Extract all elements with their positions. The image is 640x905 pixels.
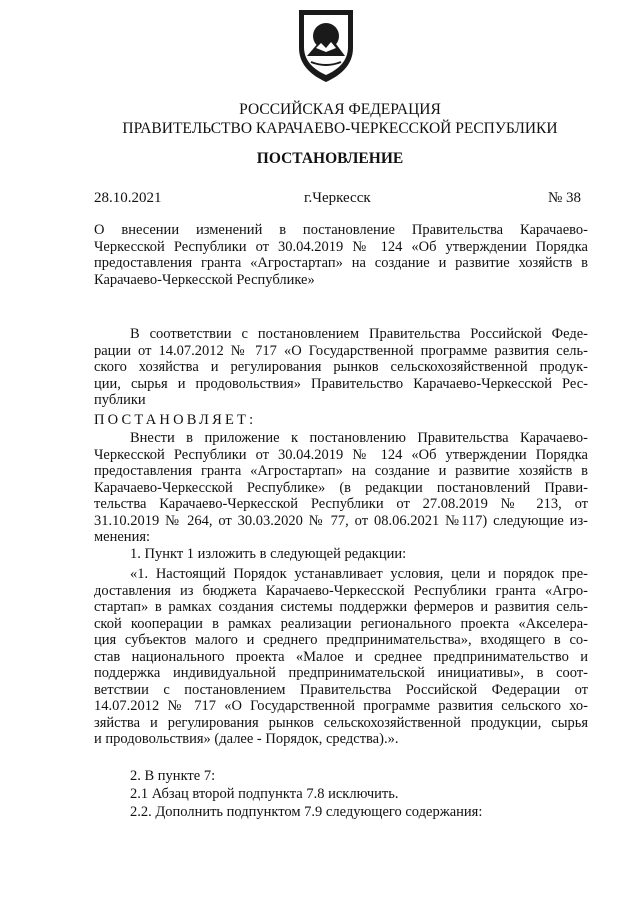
subject-line: Черкесской Республики от 30.04.2019 № 124 «Об утверждении Порядка <box>94 238 588 255</box>
clause-line: 31.10.2019 № 264, от 30.03.2020 № 77, от 08.06.2021 №117) следующие из- <box>94 512 588 529</box>
quote-block <box>94 566 588 748</box>
item-2: 2. В пункте 7: <box>130 768 216 784</box>
document-city: г.Черкесск <box>304 190 371 206</box>
coat-of-arms-emblem <box>295 4 357 84</box>
quote-line: стартап» в рамках создания системы поддержки фермеров и развития сель- <box>94 599 588 615</box>
clause-block <box>94 430 588 546</box>
clause-line: Черкесской Республики от 30.04.2019 № 124 «Об утверждении Порядка <box>94 446 588 463</box>
quote-line: 14.07.2012 № 717 «О Государственной программе развития сельского хо- <box>94 698 588 714</box>
preamble-line: публики <box>94 392 146 408</box>
quote-line: «1. Настоящий Порядок устанавливает условия, цели и порядок пре- <box>130 566 588 582</box>
quote-line: став национального проекта «Малое и среднее предпринимательство и <box>94 648 588 665</box>
quote-line: ветствии с постановлением Правительства Российской Федерации от <box>94 681 588 698</box>
quote-line: и продовольствия» (далее - Порядок, средства).». <box>94 731 399 747</box>
quote-line: ция субъектов малого и среднего предпринимательства», входящего в со- <box>94 632 588 648</box>
preamble-line: В соответствии с постановлением Правительства Российской Феде- <box>130 326 588 342</box>
decree-word: ПОСТАНОВЛЯЕТ: <box>94 412 257 428</box>
header-government: ПРАВИТЕЛЬСТВО КАРАЧАЕВО-ЧЕРКЕССКОЙ РЕСПУБЛИКИ <box>122 120 558 137</box>
quote-line: поддержка индивидуальной предпринимательской инициативы», в соот- <box>94 665 588 681</box>
item-1: 1. Пункт 1 изложить в следующей редакции: <box>130 546 407 562</box>
document-date: 28.10.2021 <box>94 190 162 206</box>
quote-line: доставления из бюджета Карачаево-Черкесской Республики гранта «Агро- <box>94 582 588 599</box>
document-title: ПОСТАНОВЛЕНИЕ <box>256 150 404 167</box>
document-number: № 38 <box>548 190 582 206</box>
subject-line: предоставления гранта «Агростартап» на создание и развитие хозяйств в <box>94 255 588 271</box>
subject-line: Карачаево-Черкесской Республике» <box>94 271 315 288</box>
preamble-line: ции, сырья и продовольствия» Правительство Карачаево-Черкесской Рес- <box>94 375 588 392</box>
header-country: РОССИЙСКАЯ ФЕДЕРАЦИЯ <box>239 101 441 118</box>
clause-line: Внести в приложение к постановлению Правительства Карачаево- <box>130 430 588 446</box>
item-2-2: 2.2. Дополнить подпунктом 7.9 следующего содержания: <box>130 804 483 820</box>
item-2-1: 2.1 Абзац второй подпункта 7.8 исключить. <box>130 786 399 802</box>
clause-line: тельства Карачаево-Черкесской Республики от 27.08.2019 № 213, от <box>94 496 588 512</box>
subject-line: О внесении изменений в постановление Правительства Карачаево- <box>94 222 588 238</box>
clause-line: предоставления гранта «Агростартап» на создание и развитие хозяйств в <box>94 463 588 479</box>
clause-line: менения: <box>94 529 151 545</box>
quote-line: ской кооперации в рамках реализации регионального проекта «Акселера- <box>94 615 588 632</box>
quote-line: зяйства и регулирования рынков сельскохозяйственной продукции, сырья <box>94 714 588 731</box>
preamble-block <box>94 326 588 409</box>
subject-block <box>94 222 588 288</box>
preamble-line: рации от 14.07.2012 № 717 «О Государственной программе развития сель- <box>94 342 588 359</box>
clause-line: Карачаево-Черкесской Республике» (в редакции постановлений Прави- <box>94 479 588 496</box>
preamble-line: ского хозяйства и регулирования рынков сельскохозяйственной продук- <box>94 359 588 375</box>
